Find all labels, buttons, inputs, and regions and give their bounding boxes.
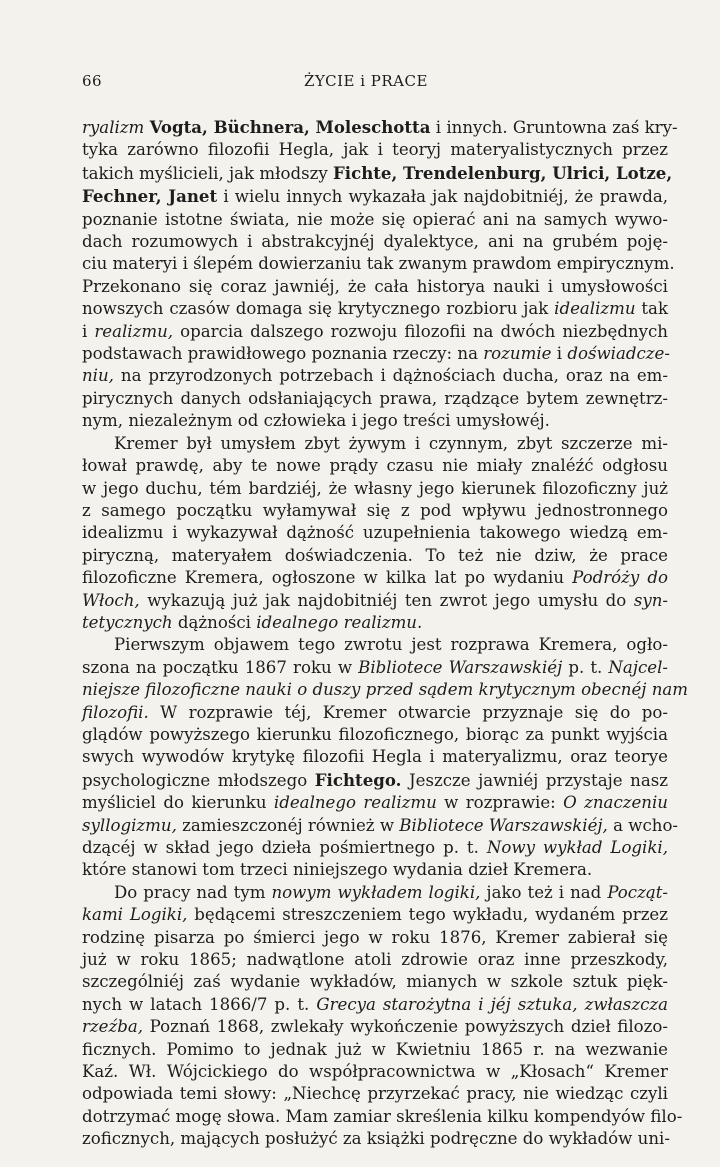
text-segment: ficznych. Pomimo to jednak już w Kwietniu 1865 r. na wezwanie (82, 1039, 668, 1059)
text-line (82, 116, 678, 139)
text-segment: Kaź. Wł. Wójcickiego do współpracownictwa w „Kłosach“ Kremer (82, 1062, 668, 1082)
text-line (82, 971, 668, 993)
text-segment: zoficznych, mających posłużyć za książki podręczne do wykładów uni- (82, 1129, 670, 1149)
page-number: 66 (82, 72, 103, 90)
italic-text: syn- (633, 590, 668, 610)
text-segment: dach rozumowych i abstrakcyjnéj dyalektyce, ani na grubém poję- (82, 232, 668, 252)
text-segment: w jego duchu, tém bardziéj, że własny jego kierunek filozoficzny już (82, 478, 668, 498)
text-line (82, 859, 668, 881)
text-line (82, 1128, 668, 1150)
text-line (82, 927, 668, 949)
text-segment: dążności (172, 612, 257, 632)
text-line (82, 882, 668, 904)
text-line (82, 815, 679, 837)
text-line (82, 162, 673, 185)
text-line (82, 410, 668, 432)
italic-text: O znaczeniu (563, 793, 668, 813)
text-line (82, 679, 689, 701)
italic-text: Bibliotece Warszawskiéj, (399, 815, 608, 835)
text-line (82, 702, 668, 724)
text-line (82, 949, 668, 971)
body-text (82, 116, 689, 1151)
text-segment: łował prawdę, aby te nowe prądy czasu nie miały znaléźć odgłosu (82, 456, 668, 476)
italic-text: niu, (82, 366, 114, 386)
text-segment: poznanie istotne świata, nie może się opierać ani na samych wywo- (82, 209, 668, 229)
text-segment: Poznań 1868, zwlekały wykończenie powyższych dzieł filozo- (143, 1017, 668, 1037)
text-line (82, 746, 668, 768)
text-segment: swych wywodów krytykę filozofii Hegla i materyalizmu, oraz teorye (82, 747, 668, 767)
page-header (82, 72, 650, 94)
italic-text: idealizmu (554, 299, 636, 319)
italic-text: kami Logiki, (82, 905, 188, 925)
text-segment: Jeszcze jawniéj przystaje nasz (401, 770, 668, 790)
italic-text: idealnego realizmu. (256, 612, 423, 632)
text-segment: które stanowi tom trzeci niniejszego wydania dzieł Kremera. (82, 860, 593, 880)
italic-text: Bibliotece Warszawskiéj (358, 657, 563, 677)
text-line (82, 724, 668, 746)
text-line (82, 500, 668, 522)
text-line (82, 231, 668, 253)
italic-text: filozofii. (82, 702, 149, 722)
text-line (82, 1083, 668, 1105)
text-segment: nych w latach 1866/7 p. t. (82, 994, 317, 1014)
italic-text: idealnego realizmu (273, 793, 437, 813)
text-line (82, 478, 668, 500)
text-segment: p. t. (562, 657, 609, 677)
text-line (82, 522, 668, 544)
text-segment: piryczną, materyałem doświadczenia. To też nie dziw, że prace (82, 545, 668, 565)
text-line (82, 769, 668, 792)
text-segment: nowszych czasów domaga się krytycznego rozbioru jak (82, 299, 555, 319)
text-segment: pirycznych danych odsłaniających prawa, rządzące bytem zewnętrz- (82, 388, 668, 408)
text-line (82, 657, 668, 679)
text-line (82, 298, 668, 320)
text-segment: tyka zarówno filozofii Hegla, jak i teoryj materyalistycznych przez (82, 140, 668, 160)
bold-name: Fichtego. (314, 769, 402, 790)
italic-text: doświadcze- (567, 344, 670, 364)
bold-name: Fichte, Trendelenburg, Ulrici, Lotze, (333, 162, 673, 183)
text-line (82, 253, 675, 275)
text-line (82, 612, 668, 634)
text-line (82, 837, 668, 859)
italic-text: niejsze filozoficzne nauki o duszy przed sądem krytycznym obecnéj nam (82, 680, 689, 700)
text-segment: dotrzymać mogę słowa. Mam zamiar skreślenia kilku kompendyów filo- (82, 1106, 683, 1126)
text-line (82, 139, 668, 161)
text-segment: Pierwszym objawem tego zwrotu jest rozprawa Kremera, ogło- (114, 635, 668, 655)
italic-text: Włoch, (82, 590, 140, 610)
text-segment: Kremer był umysłem zbyt żywym i czynnym, zbyt szczerze mi- (114, 433, 668, 453)
text-segment: filozoficzne Kremera, ogłoszone w kilka lat po wydaniu (82, 568, 573, 588)
italic-text: Nowy wykład Logiki, (486, 838, 668, 857)
text-segment: rodzinę pisarza po śmierci jego w roku 1876, Kremer zabierał się (82, 927, 668, 947)
text-segment: Przekonano się coraz jawniéj, że cała historya nauki i umysłowości (82, 276, 668, 296)
text-segment: i innych. Gruntowna zaś kry- (430, 118, 678, 137)
running-head: ŻYCIE i PRACE (304, 72, 428, 90)
text-segment: jako też i nad (480, 882, 608, 902)
text-segment: w rozprawie: (436, 793, 564, 813)
text-line (82, 994, 668, 1016)
text-segment: z samego początku wyłamywał się z pod wpływu jednostronnego (82, 500, 668, 520)
italic-text: Począt- (607, 882, 668, 902)
italic-text: syllogizmu, (82, 815, 177, 835)
text-segment: myśliciel do kierunku (82, 793, 274, 813)
text-segment: podstawach prawidłowego poznania rzeczy: na (82, 344, 484, 364)
text-segment: psychologiczne młodszego (82, 770, 315, 790)
text-segment: i wielu innych wykazała jak najdobitniéj, że prawda, (217, 187, 668, 207)
text-line (82, 1039, 668, 1061)
italic-text: nowym wykładem logiki, (271, 882, 481, 902)
text-segment: zamieszczonéj również w (176, 815, 400, 835)
text-segment: tak (635, 299, 668, 319)
text-line (82, 792, 668, 814)
text-segment: takich myślicieli, jak młodszy (82, 163, 334, 183)
text-segment: ciu materyi i ślepém dowierzaniu tak zwanym prawdom empirycznym. (82, 254, 675, 274)
text-line (82, 545, 668, 567)
text-line (82, 321, 668, 343)
text-segment: idealizmu i wykazywał dążność uzupełnienia takowego wiedzą em- (82, 523, 668, 543)
text-line (82, 904, 668, 926)
bold-name: Vogta, Büchnera, Moleschotta (149, 117, 431, 137)
italic-text: ryalizm (82, 118, 145, 137)
text-line (82, 455, 668, 477)
text-segment: i (551, 344, 568, 364)
bold-name: Fechner, Janet (82, 186, 218, 207)
text-line (82, 276, 668, 298)
text-segment: będącemi streszczeniem tego wykładu, wydaném przez (187, 905, 668, 925)
text-line (82, 209, 668, 231)
italic-text: Podróży do (572, 568, 668, 588)
text-segment: szona na początku 1867 roku w (82, 657, 359, 677)
italic-text: tetycznych (82, 612, 173, 632)
italic-text: Najcel- (608, 657, 668, 677)
text-line (82, 185, 668, 208)
text-segment: Do pracy nad tym (114, 882, 272, 902)
text-segment: a wcho- (607, 815, 679, 835)
text-segment: już w roku 1865; nadwątlone atoli zdrowie oraz inne przeszkody, (82, 950, 668, 970)
italic-text: realizmu, (94, 321, 174, 341)
text-segment: oparcia dalszego rozwoju filozofii na dwóch niezbędnych (173, 321, 668, 341)
text-segment: W rozprawie téj, Kremer otwarcie przyznaje się do po- (148, 702, 668, 722)
text-segment: dzącéj w skład jego dzieła pośmiertnego p. t. (82, 838, 487, 857)
text-line (82, 634, 668, 656)
text-line (82, 343, 668, 365)
text-segment: szczególniéj zaś wydanie wykładów, mianych w szkole sztuk pięk- (82, 972, 668, 992)
text-line (82, 1016, 668, 1038)
italic-text: rzeźba, (82, 1017, 144, 1037)
text-segment: na przyrodzonych potrzebach i dążnościach ducha, oraz na em- (113, 366, 668, 386)
text-segment: glądów powyższego kierunku filozoficznego, biorąc za punkt wyjścia (82, 724, 668, 744)
text-line (82, 590, 668, 612)
text-line (82, 1106, 683, 1128)
text-line (82, 365, 668, 387)
italic-text: rozumie (483, 344, 552, 364)
text-segment: nym, niezależnym od człowieka i jego treści umysłowéj. (82, 411, 550, 431)
text-segment: odpowiada temi słowy: „Niechcę przyrzekać pracy, nie wiedząc czyli (82, 1084, 668, 1104)
text-segment: wykazują już jak najdobitniéj ten zwrot jego umysłu do (139, 590, 634, 610)
text-segment: i (82, 321, 95, 341)
text-line (82, 388, 668, 410)
text-line (82, 1061, 668, 1083)
text-line (82, 567, 668, 589)
text-line (82, 433, 668, 455)
italic-text: Grecya starożytna i jéj sztuka, zwłaszcza (316, 994, 668, 1014)
